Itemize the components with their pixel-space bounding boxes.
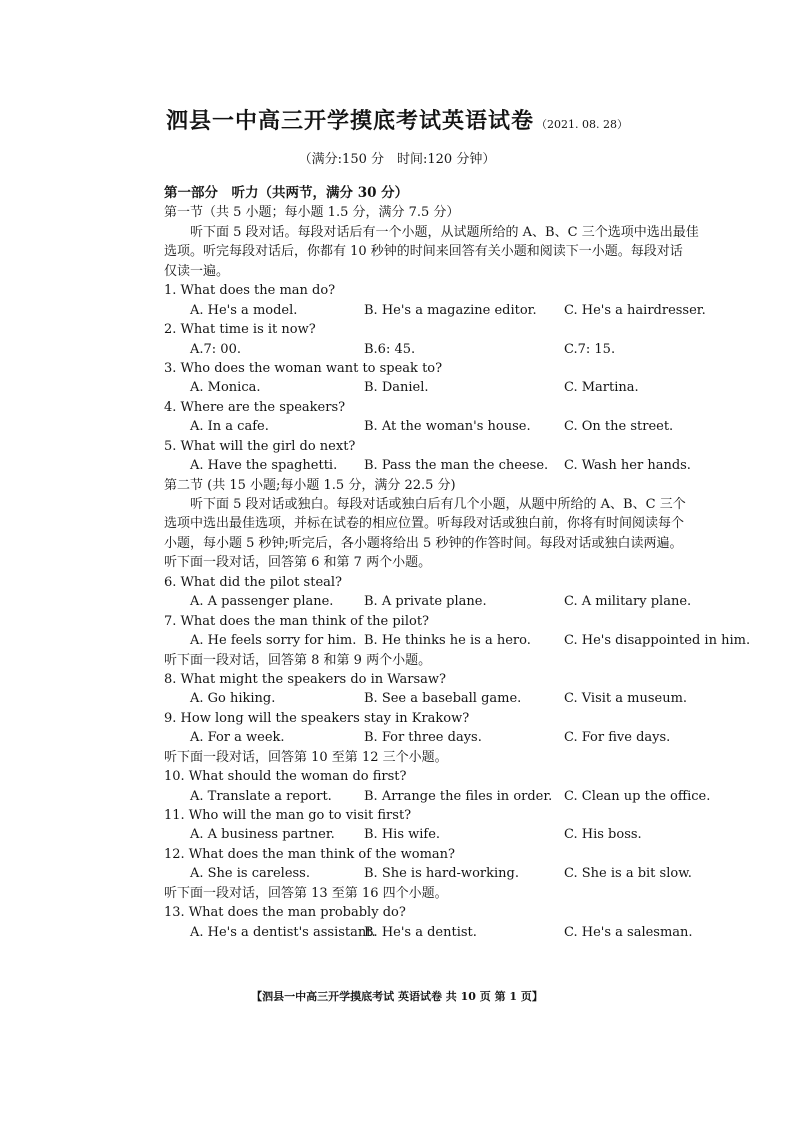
option-c: C. Clean up the office. — [564, 788, 711, 804]
instruction-line: 选项中选出最佳选项，并标在试卷的相应位置。听每段对话或独白前，你将有时间阅读每个 — [164, 516, 685, 532]
dialogue-cue: 听下面一段对话，回答第 8 和第 9 两个小题。 — [164, 652, 432, 668]
question-stem: 8. What might the speakers do in Warsaw? — [164, 671, 447, 687]
question-stem: 1. What does the man do? — [164, 283, 336, 299]
option-a: A. A business partner. — [190, 827, 335, 843]
option-c: C. His boss. — [564, 827, 642, 843]
option-b: B. Pass the man the cheese. — [364, 458, 549, 474]
option-c: C.7: 15. — [564, 341, 616, 357]
option-a: A. He's a dentist's assistant. — [190, 924, 376, 940]
instruction-line: 选项。听完每段对话后，你都有 10 秒钟的时间来回答有关小题和阅读下一小题。每段对话 — [164, 244, 683, 260]
option-b: B. Arrange the files in order. — [364, 788, 553, 804]
answer-options — [164, 631, 751, 650]
exam-title: 泗县一中高三开学摸底考试英语试卷 — [166, 108, 535, 134]
option-b: B. She is hard-working. — [364, 866, 519, 882]
part1-heading: 第一部分 听力（共两节，满分 30 分） — [164, 185, 409, 201]
question-stem: 13. What does the man probably do? — [164, 905, 406, 921]
answer-options — [164, 592, 744, 611]
answer-options — [164, 340, 744, 359]
option-b: B.6: 45. — [364, 341, 416, 357]
option-b: B. Daniel. — [364, 380, 429, 396]
question-stem: 10. What should the woman do first? — [164, 769, 407, 785]
section2-heading: 第二节 (共 15 小题;每小题 1.5 分，满分 22.5 分) — [164, 477, 456, 493]
option-b: B. He's a magazine editor. — [364, 302, 537, 318]
option-a: A. He's a model. — [190, 302, 298, 318]
answer-options — [164, 825, 744, 844]
option-a: A. Translate a report. — [190, 788, 332, 804]
instruction-line: 听下面 5 段对话或独白。每段对话或独白后有几个小题，从题中所给的 A、B、C 三个 — [190, 497, 686, 512]
answer-options — [164, 923, 744, 942]
page-footer: 【泗县一中高三开学摸底考试 英语试卷 共 10 页 第 1 页】 — [251, 990, 543, 1003]
option-a: A.7: 00. — [190, 341, 241, 357]
option-a: A. A passenger plane. — [190, 594, 334, 610]
exam-content — [164, 184, 751, 942]
exam-date: （2021. 08. 28） — [536, 118, 628, 131]
question-stem: 3. Who does the woman want to speak to? — [164, 360, 443, 376]
question-stem: 12. What does the man think of the woman? — [164, 846, 456, 862]
question-stem: 5. What will the girl do next? — [164, 438, 356, 454]
dialogue-cue: 听下面一段对话，回答第 6 和第 7 两个小题。 — [164, 555, 432, 571]
option-a: A. She is careless. — [190, 866, 310, 882]
instruction-line: 小题，每小题 5 秒钟;听完后，各小题将给出 5 秒钟的作答时间。每段对话或独白读两遍。 — [164, 535, 683, 551]
answer-options — [164, 787, 744, 806]
question-stem: 11. Who will the man go to visit first? — [164, 808, 412, 823]
question-stem: 6. What did the pilot steal? — [164, 574, 343, 590]
answer-options — [164, 728, 744, 747]
option-c: C. For five days. — [564, 730, 671, 746]
option-b: B. For three days. — [364, 730, 482, 746]
option-a: A. Go hiking. — [190, 691, 276, 707]
exam-subtitle: （满分:150 分 时间:120 分钟） — [298, 152, 496, 167]
option-c: C. On the street. — [564, 419, 674, 435]
option-b: B. A private plane. — [364, 594, 487, 610]
option-a: A. Have the spaghetti. — [190, 458, 338, 474]
answer-options — [164, 417, 744, 436]
instruction-line: 听下面 5 段对话。每段对话后有一个小题，从试题所给的 A、B、C 三个选项中选出最佳 — [190, 224, 699, 240]
option-b: B. His wife. — [364, 827, 441, 843]
question-stem: 7. What does the man think of the pilot? — [164, 613, 430, 629]
answer-options — [164, 689, 744, 708]
option-c: C. He's a hairdresser. — [564, 302, 706, 318]
answer-options — [164, 456, 744, 475]
instruction-line: 仅读一遍。 — [164, 263, 230, 279]
option-b: B. At the woman's house. — [364, 419, 531, 435]
page-title — [0, 104, 794, 135]
option-a: A. In a cafe. — [190, 419, 269, 435]
option-c: C. He's disappointed in him. — [564, 633, 751, 649]
option-c: C. Martina. — [564, 380, 639, 396]
answer-options — [164, 864, 744, 883]
option-c: C. Wash her hands. — [564, 458, 691, 474]
question-stem: 2. What time is it now? — [164, 322, 316, 338]
option-c: C. Visit a museum. — [564, 691, 688, 707]
option-c: C. She is a bit slow. — [564, 866, 692, 882]
dialogue-cue: 听下面一段对话，回答第 10 至第 12 三个小题。 — [164, 749, 448, 765]
option-a: A. Monica. — [190, 380, 261, 396]
section1-heading: 第一节（共 5 小题；每小题 1.5 分，满分 7.5 分） — [164, 205, 460, 221]
answer-options — [164, 301, 744, 320]
question-stem: 4. Where are the speakers? — [164, 399, 346, 415]
option-b: B. See a baseball game. — [364, 691, 522, 707]
option-b: B. He thinks he is a hero. — [364, 633, 531, 649]
option-a: A. For a week. — [190, 730, 285, 746]
question-stem: 9. How long will the speakers stay in Krakow? — [164, 710, 470, 726]
answer-options — [164, 378, 744, 397]
option-c: C. A military plane. — [564, 594, 692, 610]
option-b: B. He's a dentist. — [364, 924, 477, 940]
option-c: C. He's a salesman. — [564, 924, 693, 940]
option-a: A. He feels sorry for him. — [190, 633, 357, 649]
dialogue-cue: 听下面一段对话，回答第 13 至第 16 四个小题。 — [164, 885, 448, 901]
